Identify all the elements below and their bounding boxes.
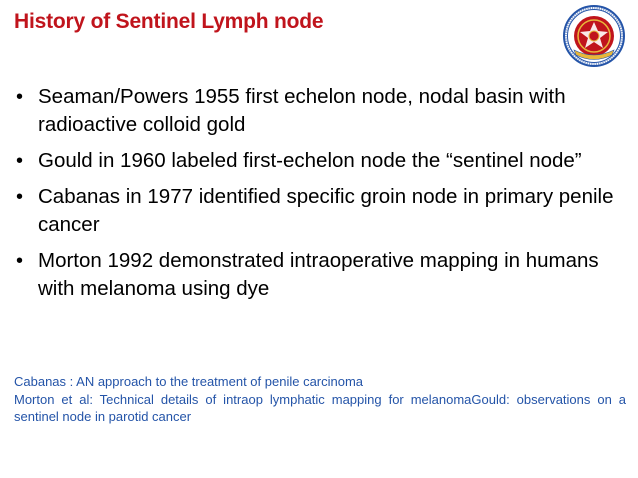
- institution-emblem-icon: [562, 4, 626, 68]
- bullet-text: Morton 1992 demonstrated intraoperative mapping in humans with melanoma using dye: [38, 249, 599, 300]
- bullet-text: Seaman/Powers 1955 first echelon node, nodal basin with radioactive colloid gold: [38, 85, 566, 136]
- bullet-item: [14, 83, 626, 139]
- reference-line: Morton et al: Technical details of intraop lymphatic mapping for melanomaGould: observations on a sentinel node in parotid cancer: [14, 391, 626, 424]
- slide-title: History of Sentinel Lymph node: [14, 10, 324, 33]
- bullet-text: Cabanas in 1977 identified specific groin node in primary penile cancer: [38, 185, 614, 236]
- references: [14, 373, 626, 426]
- bullet-item: [14, 147, 626, 175]
- bullet-item: [14, 183, 626, 239]
- bullet-text: Gould in 1960 labeled first-echelon node the “sentinel node”: [38, 149, 582, 172]
- bullet-marker: •: [16, 250, 24, 272]
- bullet-marker: •: [16, 186, 24, 208]
- reference-line: Cabanas : AN approach to the treatment of penile carcinoma: [14, 374, 364, 389]
- bullet-marker: •: [16, 150, 24, 172]
- bullet-list: [14, 83, 626, 311]
- bullet-marker: •: [16, 86, 24, 108]
- bullet-item: [14, 247, 626, 303]
